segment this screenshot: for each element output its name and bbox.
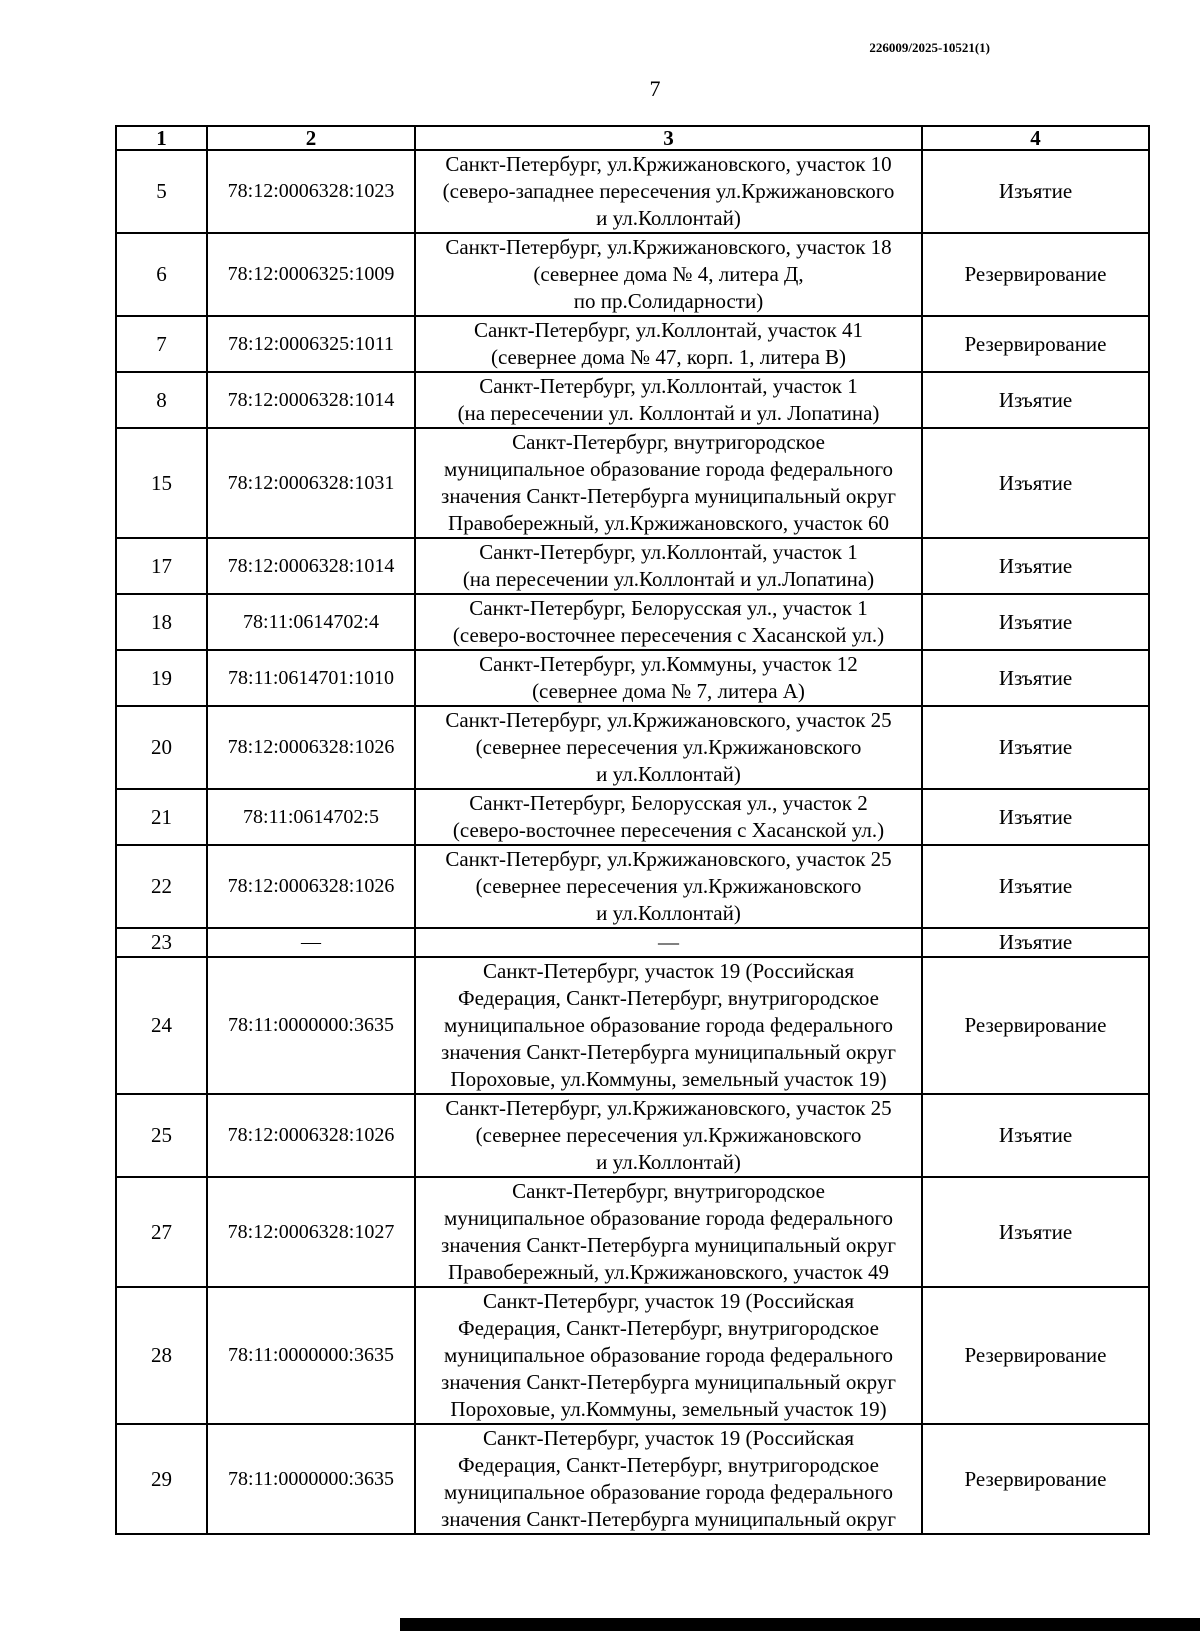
cadastral-number: 78:12:0006328:1014: [207, 372, 415, 428]
cadastral-number: 78:12:0006328:1026: [207, 706, 415, 789]
table-row: [116, 1287, 1149, 1424]
row-number: 21: [116, 789, 207, 845]
table-row: [116, 845, 1149, 928]
table-row: [116, 650, 1149, 706]
row-number: 8: [116, 372, 207, 428]
table-row: [116, 372, 1149, 428]
action-cell: Изъятие: [922, 1094, 1149, 1177]
table-row: [116, 538, 1149, 594]
action-cell: Изъятие: [922, 1177, 1149, 1287]
row-number: 6: [116, 233, 207, 316]
action-cell: Изъятие: [922, 372, 1149, 428]
address-cell: Санкт-Петербург, Белорусская ул., участок 2 (северо-восточнее пересечения с Хасанской ул.): [415, 789, 922, 845]
address-cell: Санкт-Петербург, внутригородское муниципальное образование города федерального значения Санкт-Петербурга муниципальный округ Правобережный, ул.Кржижановского, участок 49: [415, 1177, 922, 1287]
row-number: 25: [116, 1094, 207, 1177]
action-cell: Изъятие: [922, 428, 1149, 538]
row-number: 28: [116, 1287, 207, 1424]
cadastral-number: 78:12:0006328:1026: [207, 1094, 415, 1177]
cadastral-number: 78:12:0006328:1014: [207, 538, 415, 594]
cadastral-number: 78:11:0000000:3635: [207, 1287, 415, 1424]
page-number: 7: [649, 76, 661, 101]
table-row: [116, 150, 1149, 233]
row-number: 19: [116, 650, 207, 706]
address-cell: Санкт-Петербург, участок 19 (Российская Федерация, Санкт-Петербург, внутригородское муниципальное образование города федерального значения Санкт-Петербурга муниципальный округ Пороховые, ул.Коммуны, земельный участок 19): [415, 957, 922, 1094]
address-cell: Санкт-Петербург, участок 19 (Российская Федерация, Санкт-Петербург, внутригородское муниципальное образование города федерального значения Санкт-Петербурга муниципальный округ: [415, 1424, 922, 1534]
cadastral-number: 78:12:0006328:1031: [207, 428, 415, 538]
row-number: 22: [116, 845, 207, 928]
cadastral-number: 78:12:0006325:1009: [207, 233, 415, 316]
address-cell: Санкт-Петербург, ул.Кржижановского, участок 18 (севернее дома № 4, литера Д, по пр.Солидарности): [415, 233, 922, 316]
table-row: [116, 428, 1149, 538]
action-cell: Резервирование: [922, 957, 1149, 1094]
address-cell: Санкт-Петербург, ул.Кржижановского, участок 25 (севернее пересечения ул.Кржижановского и ул.Коллонтай): [415, 1094, 922, 1177]
action-cell: Изъятие: [922, 789, 1149, 845]
address-cell: Санкт-Петербург, участок 19 (Российская Федерация, Санкт-Петербург, внутригородское муниципальное образование города федерального значения Санкт-Петербурга муниципальный округ Пороховые, ул.Коммуны, земельный участок 19): [415, 1287, 922, 1424]
action-cell: Изъятие: [922, 928, 1149, 957]
address-cell: Санкт-Петербург, ул.Кржижановского, участок 25 (севернее пересечения ул.Кржижановского и ул.Коллонтай): [415, 845, 922, 928]
cadastral-number: 78:11:0614702:5: [207, 789, 415, 845]
action-cell: Резервирование: [922, 316, 1149, 372]
row-number: 24: [116, 957, 207, 1094]
column-header: 3: [415, 126, 922, 150]
table-row: [116, 928, 1149, 957]
action-cell: Изъятие: [922, 706, 1149, 789]
row-number: 5: [116, 150, 207, 233]
parcels-table: [115, 125, 1150, 1535]
row-number: 29: [116, 1424, 207, 1534]
cadastral-number: 78:12:0006328:1026: [207, 845, 415, 928]
address-cell: Санкт-Петербург, ул.Коллонтай, участок 1 (на пересечении ул.Коллонтай и ул.Лопатина): [415, 538, 922, 594]
cadastral-number: 78:12:0006328:1027: [207, 1177, 415, 1287]
document-number: 226009/2025-10521(1): [869, 40, 990, 55]
cadastral-number: 78:11:0614702:4: [207, 594, 415, 650]
cadastral-number: —: [207, 928, 415, 957]
action-cell: Изъятие: [922, 150, 1149, 233]
address-cell: Санкт-Петербург, ул.Коллонтай, участок 41 (севернее дома № 47, корп. 1, литера В): [415, 316, 922, 372]
action-cell: Изъятие: [922, 845, 1149, 928]
address-cell: Санкт-Петербург, ул.Кржижановского, участок 10 (северо-западнее пересечения ул.Кржижановского и ул.Коллонтай): [415, 150, 922, 233]
table-row: [116, 706, 1149, 789]
address-cell: —: [415, 928, 922, 957]
action-cell: Изъятие: [922, 538, 1149, 594]
row-number: 7: [116, 316, 207, 372]
table-row: [116, 316, 1149, 372]
cadastral-number: 78:12:0006328:1023: [207, 150, 415, 233]
address-cell: Санкт-Петербург, внутригородское муниципальное образование города федерального значения Санкт-Петербурга муниципальный округ Правобережный, ул.Кржижановского, участок 60: [415, 428, 922, 538]
table-row: [116, 1094, 1149, 1177]
row-number: 20: [116, 706, 207, 789]
address-cell: Санкт-Петербург, ул.Кржижановского, участок 25 (севернее пересечения ул.Кржижановского и ул.Коллонтай): [415, 706, 922, 789]
cadastral-number: 78:11:0000000:3635: [207, 1424, 415, 1534]
column-header: 1: [116, 126, 207, 150]
row-number: 18: [116, 594, 207, 650]
row-number: 17: [116, 538, 207, 594]
cadastral-number: 78:11:0614701:1010: [207, 650, 415, 706]
column-header: 2: [207, 126, 415, 150]
cadastral-number: 78:11:0000000:3635: [207, 957, 415, 1094]
cadastral-number: 78:12:0006325:1011: [207, 316, 415, 372]
table-row: [116, 594, 1149, 650]
action-cell: Резервирование: [922, 233, 1149, 316]
table-row: [116, 233, 1149, 316]
row-number: 27: [116, 1177, 207, 1287]
table-row: [116, 1177, 1149, 1287]
row-number: 15: [116, 428, 207, 538]
table-row: [116, 789, 1149, 845]
scan-edge-bar: [400, 1618, 1200, 1631]
action-cell: Резервирование: [922, 1424, 1149, 1534]
row-number: 23: [116, 928, 207, 957]
column-header: 4: [922, 126, 1149, 150]
address-cell: Санкт-Петербург, Белорусская ул., участок 1 (северо-восточнее пересечения с Хасанской ул.): [415, 594, 922, 650]
action-cell: Резервирование: [922, 1287, 1149, 1424]
address-cell: Санкт-Петербург, ул.Коммуны, участок 12 (севернее дома № 7, литера А): [415, 650, 922, 706]
action-cell: Изъятие: [922, 594, 1149, 650]
table-row: [116, 1424, 1149, 1534]
action-cell: Изъятие: [922, 650, 1149, 706]
table-row: [116, 957, 1149, 1094]
address-cell: Санкт-Петербург, ул.Коллонтай, участок 1 (на пересечении ул. Коллонтай и ул. Лопатина): [415, 372, 922, 428]
table-header-row: [116, 126, 1149, 150]
